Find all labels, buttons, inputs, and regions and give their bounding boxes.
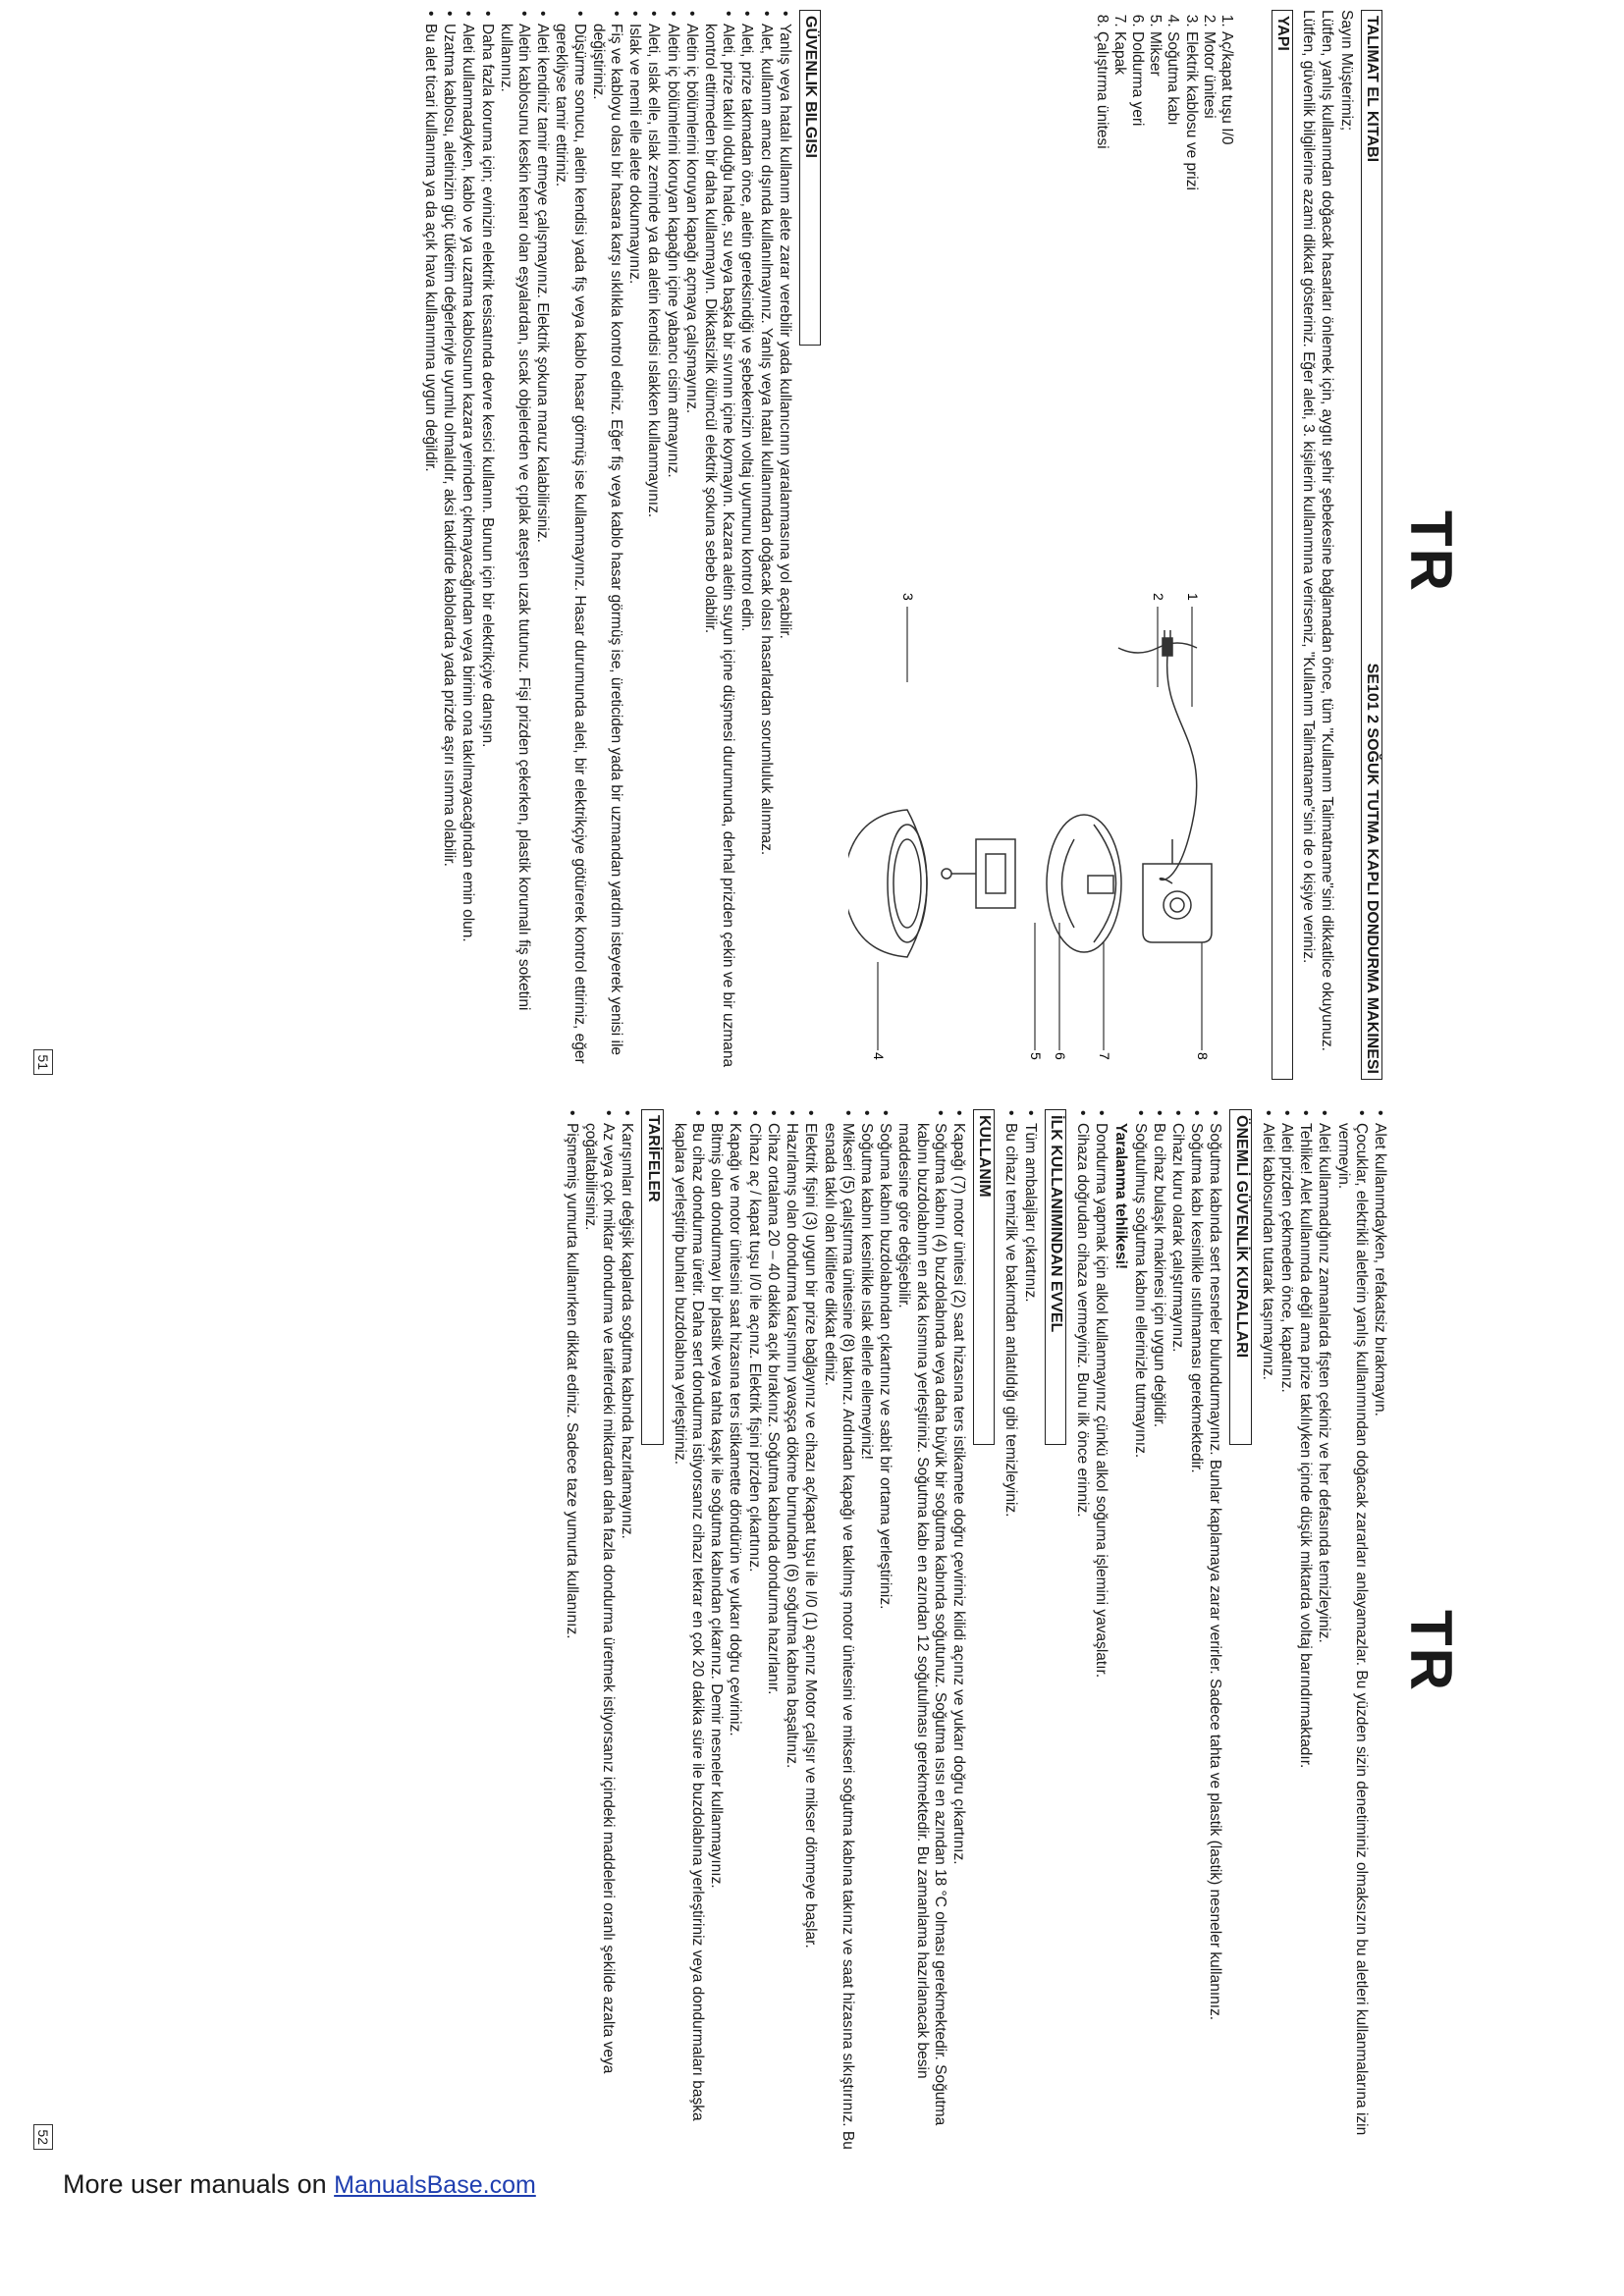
list-item: • Aleti kullanmadığınız zamanlarda fişten çekiniz ve her defasında temizleyiniz. [1315, 1109, 1332, 2155]
usage-list [671, 1109, 967, 2155]
motor-unit-icon [1143, 839, 1212, 942]
general-safety-list [1259, 1109, 1388, 2155]
list-item: 1. Aç/kapat tuşu I/0 [1218, 31, 1235, 422]
list-item: • Soğutma kabını (4) buzdolabında veya daha büyük bir soğutma kabında soğutunuz. Soğutma ısısı en azından 18 °C olması gerekmektedir. Soğutma kabını buzdolabının en arka kısmına yerleştiriniz. Soğutma kabı en azından 12 soğutulması gerekmektedir. Bu zamanlama hazırlanacak besin maddesine göre değişebilir. [894, 1109, 948, 2155]
list-item: • Bu cihaz bulaşık makinesi için uygun değildir. [1150, 1109, 1167, 2155]
rotated-manual-spread [14, 0, 1464, 2160]
list-item: • Alet kullanımdayken, refakatsiz bırakmayın. [1371, 1109, 1388, 2155]
manual-page-52 [14, 1099, 1464, 2160]
first-use-title: İLK KULLANIMINDAN EVVEL [1045, 1109, 1066, 1445]
leader-lines [878, 607, 1202, 1050]
product-diagram [848, 589, 1231, 1060]
list-item: • Bu cihaz dondurma üretir. Daha sert dondurma istiyorsanız cihazı tekrar en çok 20 dakika süre ile buzdolabına yerleştiriniz veya dondurmaları başka kaplara yerleştirip bunları buzdolabına yerleştiriniz. [671, 1109, 706, 2155]
list-item: • Islak ve nemli elle alete dokunmayınız. [625, 10, 643, 1080]
manualsbase-link[interactable]: ManualsBase.com [334, 2171, 536, 2199]
lid-icon [1047, 815, 1121, 952]
injury-warning: Yaralanma tehlikesi! [1112, 1123, 1130, 1270]
list-item: • Soğutma kabını kesinlikle ıslak ellerle ellemeyiniz! [857, 1109, 875, 2155]
list-item: • Fiş ve kabloyu olası bir hasara karşı sıklıkla kontrol ediniz. Eğer fiş veya kablo hasar görmüş ise, üreticiden yada bir uzmandan yardım isteyerek yenisi ile değiştiriniz. [589, 10, 624, 1080]
list-item: • Bu cihazı temizlik ve bakımdan anlatıldığı gibi temizleyiniz. [1001, 1109, 1019, 2155]
diagram-label: 3 [900, 593, 916, 601]
list-item: • Soğutma kabı kesinlikle ısıtılmaması gerekmektedir. [1187, 1109, 1205, 2155]
important-rules-list [1130, 1109, 1223, 2155]
list-item: • Soğutulmuş soğutma kabını ellerinizle tutmayınız. [1130, 1109, 1148, 2155]
list-item: • Cihazı kuru olarak çalıştırmayınız. [1168, 1109, 1186, 2155]
right-page-content [562, 1109, 1388, 2155]
list-item: • Cihaz ortalama 20 – 40 dakika açık bırakınız. Soğutma kabında dondurma hazırlanır. [764, 1109, 782, 2155]
important-rules-list-2 [1073, 1109, 1110, 2155]
list-item: 8. Çalıştırma ünitesi [1092, 31, 1110, 422]
intro-text: Lütfen, yanlış kullanımdan doğacak hasarları önlemek için, aygıtı şehir şebekesine bağlamadan önce, tüm "Kullanım Talimatname"sini dikkatlice okuyunuz. Lütfen, güvenlik bilgilerine azami dikkat gösteriniz. Eğer aleti, 3. kişilerin kullanımına verirseniz, "Kullanım Talimatname"sini de o kişiye veriniz. [1300, 10, 1335, 1051]
list-item: • Bitmiş olan dondurmayı bir plastik veya tahta kaşık ile soğutma kabından çıkarınız. Demir nesneler kullanmayınız. [707, 1109, 725, 2155]
list-item: • Aletin kablosunu keskin kenarı olan eşyalardan, sıcak objelerden ve çıplak ateşten uzak tutunuz. Fişi prizden çekerken, plastik korumalı fiş soketini kullanınız. [497, 10, 532, 1080]
intro-block [1266, 10, 1388, 1080]
diagram-label: 2 [1151, 593, 1166, 601]
recipes-title: TARİFELER [641, 1109, 663, 1445]
manual-page-51 [14, 0, 1464, 1085]
list-item: • Karışımları değişik kaplarda soğutma kabında hazırlamayınız. [618, 1109, 635, 2155]
list-item: • Daha fazla koruma için; evinizin elektrik tesisatında devre kesici kullanın. Bunun için bir elektrikçiye danışın. [477, 10, 495, 1080]
list-item: • Kapağı ve motor ünitesini saat hizasına ters istikamette döndürün ve yukarı doğru çeviriniz. [726, 1109, 743, 2155]
list-item: • Mikseri (5) çalıştırma ünitesine (8) takınız. Ardından kapağı ve takılmış motor ünitesini ve mikseri soğutma kabına takınız ve saat hizasına sıkıştırınız. Bu esnada takılı olan kilitlere dikkat ediniz. [820, 1109, 855, 2155]
diagram-label: 6 [1053, 1052, 1068, 1060]
list-item: 7. Kapak [1110, 31, 1128, 422]
list-item: • Aleti, ıslak elle, ıslak zeminde ya da aletin kendisi ıslakken kullanmayınız. [644, 10, 662, 1080]
list-item: • Hazırlamış olan dondurma karışımını yavaşça dökme burnundan (6) soğutma kabına başaltınız. [783, 1109, 800, 2155]
list-item: • Aletin iç bölümlerini koruyan kapağın içine yabancı cisim atmayınız. [663, 10, 680, 1080]
mixer-icon [942, 839, 1015, 908]
diagram-label: 7 [1097, 1052, 1112, 1060]
list-item: • Çocuklar, elektrikli aletlerin yanlış kullanımından doğacak zararları anlayamazlar. Bu yüzden sizin denetiminiz olmaksızın bu aletleri kullanmalarına izin vermeyin. [1333, 1109, 1369, 2155]
list-item: 6. Doldurma yeri [1128, 31, 1146, 422]
parts-list [1092, 10, 1241, 422]
safety-list [421, 10, 793, 1080]
usage-title: KULLANIM [973, 1109, 995, 1445]
list-item: • Az veya çok miktar dondurma ve tariferdeki miktardan daha fazla dondurma üretmek istiyorsanız içindeki maddeleri oranlı şekilde azalta veya çoğaltabilirsiniz. [581, 1109, 617, 2155]
page-number: 52 [33, 2124, 53, 2150]
recipes-list [563, 1109, 636, 2155]
list-item: • Tehlike! Alet kullanımda değil ama prize takılıyken içinde düşük miktarda voltaj barındırmaktadır. [1296, 1109, 1314, 2155]
list-item: • Cihazı aç / kapat tuşu I/0 ile açınız. Elektrik fişini prizden çıkartınız. [745, 1109, 763, 2155]
list-item: • Kapağı (7) motor ünitesi (2) saat hizasına ters istikamete doğru çeviriniz kilidi açınız ve yukarı doğru çıkartınız. [949, 1109, 967, 2155]
list-item: • Aletin iç bölümlerini koruyan kapağı açmaya çalışmayınız. [682, 10, 700, 1080]
manual-header [1361, 10, 1382, 1080]
language-code: TR [1398, 510, 1464, 593]
manual-title: TALIMAT EL KITABI [1364, 16, 1380, 163]
list-item: • Aleti prizden çekmeden önce, kapatınız. [1277, 1109, 1295, 2155]
list-item: • Elektrik fişini (3) uygun bir prize bağlayınız ve cihazı aç/kapat tuşu ile I/0 (1) açınız Motor çalışır ve mikser dönmeye başlar. [801, 1109, 819, 2155]
list-item: • Aleti kendiniz tamir etmeye çalışmayınız. Elektrik şokuna maruz kalabilirsiniz. [533, 10, 551, 1080]
diagram-label: 5 [1028, 1052, 1044, 1060]
list-item: • Bu alet ticari kullanıma ya da açık hava kullanımına uygun değildir. [421, 10, 439, 1080]
list-item: 2. Motor ünitesi [1200, 31, 1218, 422]
list-item: • Dondurma yapmak için alkol kullanmayınız çünkü alkol soğuma işlemini yavaşlatır. [1092, 1109, 1110, 2155]
list-item: • Soğuma kabını buzdolabından çıkartınız ve sabit bir ortama yerleştiriniz. [876, 1109, 893, 2155]
diagram-label: 4 [871, 1052, 887, 1060]
list-item: • Tüm ambalajları çıkartınız. [1020, 1109, 1038, 2155]
list-item: 3. Elektrik kablosu ve prizi [1181, 31, 1199, 422]
list-item: 4. Soğutma kabı [1164, 31, 1181, 422]
list-item: • Aleti, prize takılı olduğu halde, su veya başka bir sıvının içine koymayın. Kazara aletin suyun içine düşmesi durumunda, derhal prizden çekin ve bir uzmana kontrol ettirmeden bir daha kullanmayın. Dikkatsizlik ölümcül elektrik şokuna sebeb olabilir. [701, 10, 736, 1080]
list-item: • Pişmemiş yumurta kullanırken dikkat ediniz. Sadece taze yumurta kullanınız. [563, 1109, 580, 2155]
list-item: • Düşürme sonucu, aletin kendisi yada fiş veya kablo hasar görmüş ise kullanmayınız. Hasar durumunda aleti, bir elektrikçiye götürerek kontrol ettiriniz, eğer gerekliyse tamir ettiriniz. [552, 10, 587, 1080]
greeting: Sayın Müşterimiz; [1337, 10, 1355, 132]
safety-section [420, 10, 827, 1080]
list-item: • Aleti, prize takmadan önce, aletin gereksindiği ve şebekenizin voltaj uyumunu kontrol edin. [737, 10, 755, 1080]
page-number: 51 [33, 1049, 53, 1075]
list-item: • Aleti kablosundan tutarak taşımayınız. [1259, 1109, 1276, 2155]
list-item: • Uzatma kablosu, aletinizin güç tüketim değerleriyle uyumlu olmalıdır, aksi takdirde kablolarda yada prizde aşırı ısınma olabilir. [440, 10, 458, 1080]
bowl-icon [848, 810, 927, 957]
safety-title: GÜVENLIK BILGISI [799, 10, 821, 346]
list-item: 5. Mikser [1146, 31, 1164, 422]
important-rules-title: ÖNEMLİ GÜVENLİK KURALLARI [1229, 1109, 1251, 1445]
list-item: • Yanlış veya hatalı kullanım alete zarar verebilir yada kullanıcının yaralanmasına yol açabilir. [776, 10, 793, 1080]
diagram-label: 8 [1195, 1052, 1211, 1060]
footer [63, 2169, 536, 2200]
list-item: • Alet, kullanım amacı dışında kullanılmayınız. Yanlış veya hatalı kullanımdan doğacak olası hasarlardan sorumluluk alınmaz. [756, 10, 774, 1080]
diagram-label: 1 [1185, 593, 1201, 601]
product-title: SE101 2 SOĞUK TUTMA KAPLI DONDURMA MAKINESI [1364, 663, 1380, 1074]
list-item: • Aleti kullanmadayken, kablo ve ya uzatma kablosunun kazara yerinden çıkmayacağından veya birinin ona takılmayacağından emin olun. [459, 10, 476, 1080]
footer-text: More user manuals on [63, 2169, 335, 2199]
yapi-title: YAPI [1272, 10, 1293, 1080]
list-item: • Soğutma kabında sert nesneler bulundurmayınız. Bunlar kaplamaya zarar verirler. Sadece tahta ve plastik (lastik) nesneler kullanınız. [1206, 1109, 1223, 2155]
first-use-list [1001, 1109, 1038, 2155]
list-item: • Cihaza doğrudan cihaza vermeyiniz. Bunu ilk önce erinniz. [1073, 1109, 1091, 2155]
language-code: TR [1398, 1610, 1464, 1692]
